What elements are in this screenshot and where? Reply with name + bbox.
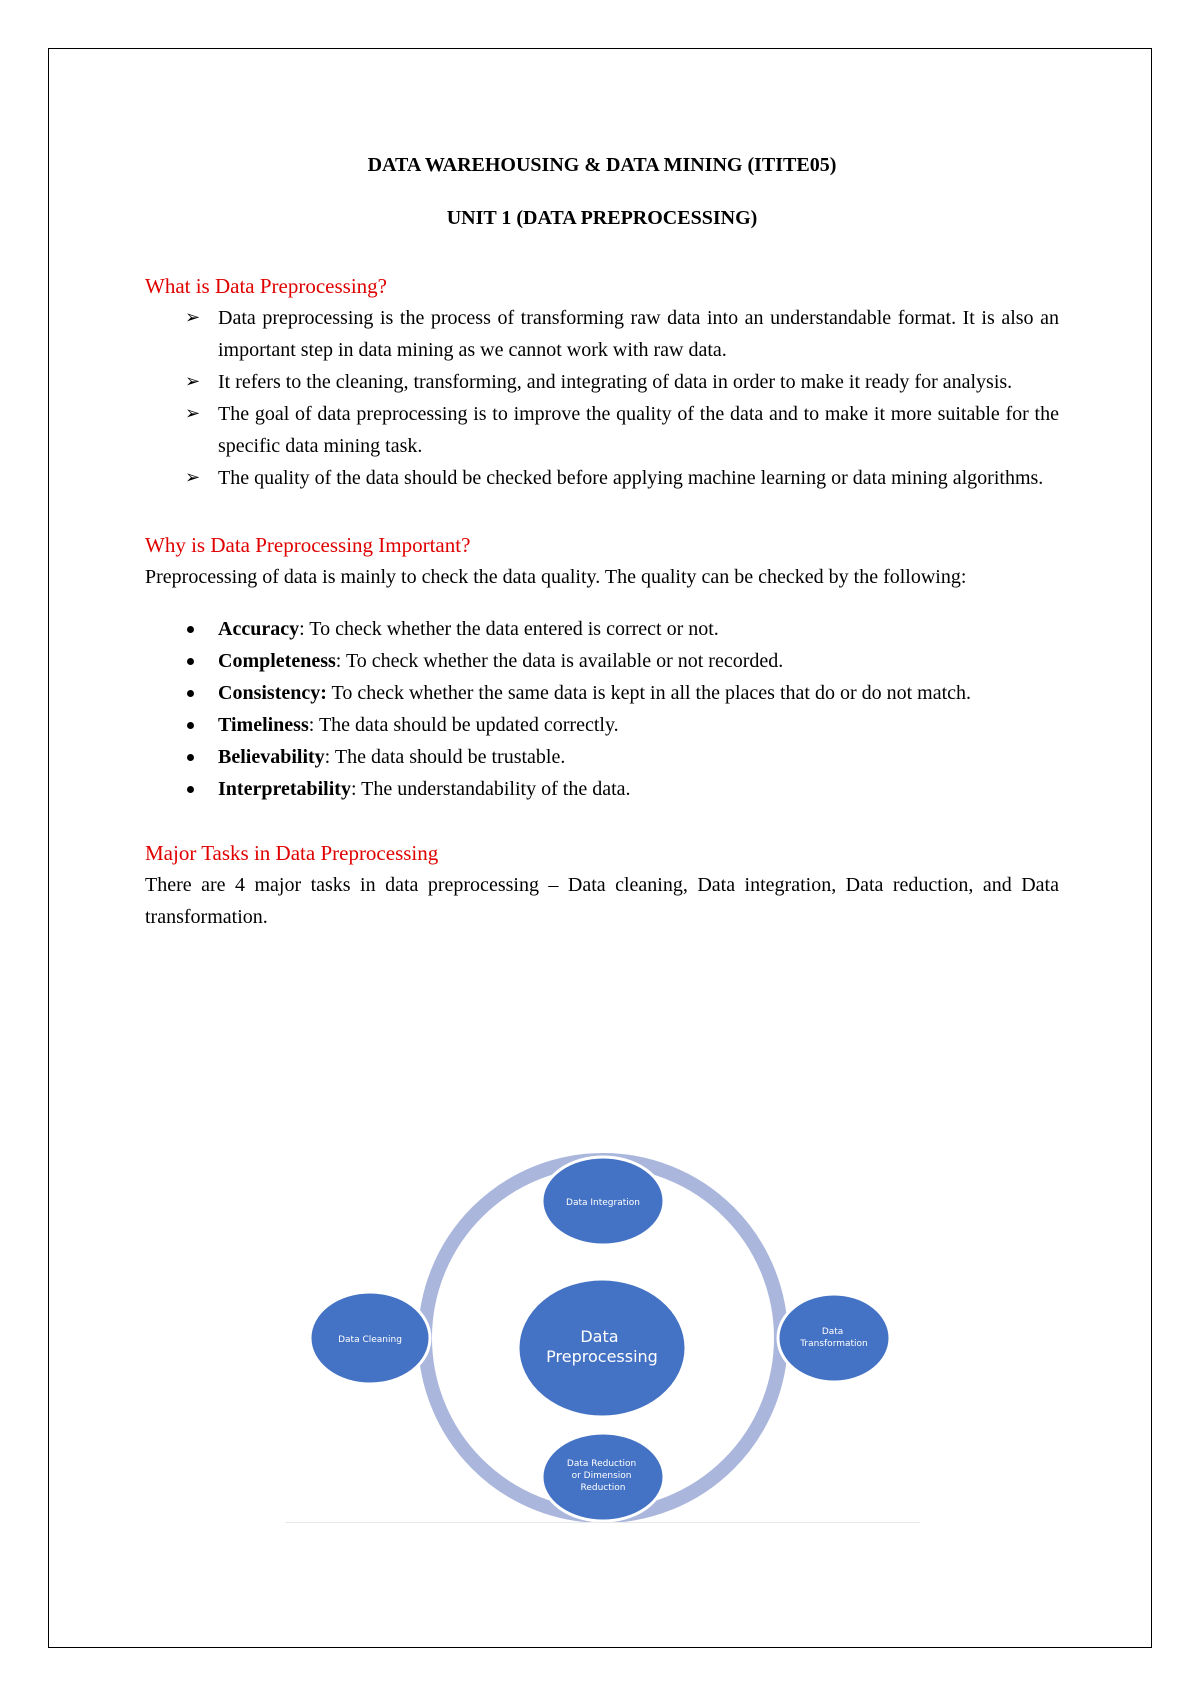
arrow-bullet-icon: ➢ bbox=[185, 467, 201, 488]
list-item: Completeness: To check whether the data is available or not recorded. bbox=[145, 645, 1059, 677]
list-item: Accuracy: To check whether the data entered is correct or not. bbox=[145, 613, 1059, 645]
bullet-dot-icon bbox=[187, 786, 194, 793]
arrow-bullet-icon: ➢ bbox=[185, 371, 201, 392]
arrow-bullet-icon: ➢ bbox=[185, 403, 201, 424]
list-item: Timeliness: The data should be updated correctly. bbox=[145, 709, 1059, 741]
node-data-transformation bbox=[778, 1294, 890, 1382]
list-item: Believability: The data should be trustable. bbox=[145, 741, 1059, 773]
document-title: DATA WAREHOUSING & DATA MINING (ITITE05) bbox=[367, 154, 837, 176]
list-item: Interpretability: The understandability of the data. bbox=[145, 773, 1059, 805]
diagram-baseline bbox=[285, 1522, 920, 1523]
bullet-dot-icon bbox=[187, 626, 194, 633]
node-label-center: Data Preprocessing bbox=[546, 1327, 658, 1366]
document-subtitle: UNIT 1 (DATA PREPROCESSING) bbox=[446, 207, 758, 229]
why-intro: Preprocessing of data is mainly to check the data quality. The quality can be checked by the following: bbox=[145, 566, 967, 588]
major-tasks-intro: There are 4 major tasks in data preprocessing – Data cleaning, Data integration, Data reduction, and Data transformation. bbox=[145, 874, 1059, 928]
section-heading-why: Why is Data Preprocessing Important? bbox=[145, 533, 471, 557]
section-heading-major-tasks: Major Tasks in Data Preprocessing bbox=[145, 841, 439, 865]
node-label-reduction: Data Reduction or Dimension Reduction bbox=[566, 1459, 637, 1493]
node-label-cleaning: Data Cleaning bbox=[338, 1335, 402, 1345]
list-item: Consistency: To check whether the same data is kept in all the places that do or do not match. bbox=[145, 677, 1059, 709]
bullet-dot-icon bbox=[187, 722, 194, 729]
quality-bullet-list bbox=[145, 613, 1059, 805]
node-label-transformation: Data Transformation bbox=[800, 1327, 868, 1349]
node-label-integration: Data Integration bbox=[566, 1198, 640, 1208]
list-item: ➢ Data preprocessing is the process of transforming raw data into an understandable format. It is also an important step in data mining as we cannot work with raw data. bbox=[145, 302, 1059, 366]
list-item: ➢ The quality of the data should be checked before applying machine learning or data mining algorithms. bbox=[145, 462, 1059, 494]
list-item: ➢ The goal of data preprocessing is to improve the quality of the data and to make it more suitable for the specific data mining task. bbox=[145, 398, 1059, 462]
bullet-dot-icon bbox=[187, 690, 194, 697]
list-item: ➢ It refers to the cleaning, transforming, and integrating of data in order to make it ready for analysis. bbox=[145, 366, 1059, 398]
document-body bbox=[145, 150, 1059, 933]
bullet-dot-icon bbox=[187, 658, 194, 665]
arrow-bullet-icon: ➢ bbox=[185, 307, 201, 328]
section-heading-what: What is Data Preprocessing? bbox=[145, 274, 388, 298]
what-bullet-list bbox=[145, 302, 1059, 494]
bullet-dot-icon bbox=[187, 754, 194, 761]
preprocessing-cycle-diagram bbox=[285, 1150, 920, 1525]
